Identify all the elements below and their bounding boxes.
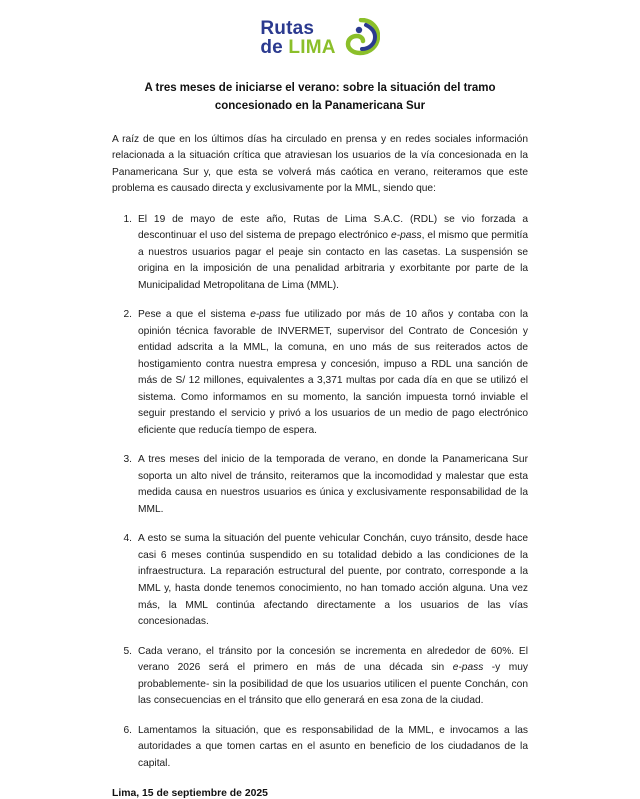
rutas-swirl-icon	[342, 18, 380, 58]
list-item: A tres meses del inicio de la temporada de verano, en donde la Panamericana Sur soporta un alto nivel de tránsito, reiteramos que la incomodidad y malestar que esta medida causa en nuestros usuarios es única y exclusivamente responsabilidad de la MML.	[138, 454, 528, 515]
rutas-de-lima-logo	[260, 18, 379, 58]
numbered-list	[112, 212, 528, 772]
list-item: A esto se suma la situación del puente vehicular Conchán, cuyo tránsito, desde hace casi 6 meses continúa suspendido en su totalidad debido a las condiciones de la infraestructura. La reparación estructural del puente, por contrato, corresponde a la MML y, hasta donde tenemos conocimiento, no han tomado acción alguna. Una vez más, la MML continúa afectando directamente a los usuarios de las vías concesionadas.	[138, 533, 528, 628]
logo-line-de-lima	[260, 38, 335, 57]
logo-header	[112, 0, 528, 72]
date-line: Lima, 15 de septiembre de 2025	[112, 788, 268, 799]
page-title: A tres meses de iniciarse el verano: sobre la situación del tramo concesionado en la Panamericana Sur	[144, 82, 496, 112]
list-item: Pese a que el sistema e-pass fue utilizado por más de 10 años y contaba con la opinión técnica favorable de INVERMET, supervisor del Contrato de Concesión y entidad adscrita a la MML, la comuna, en uno más de sus reiterados actos de hostigamiento contra nuestra empresa y concesión, impuso a RDL una sanción de más de S/ 12 millones, equivalentes a 3,371 multas por cada día en que se utilizó el sistema. Como informamos en su momento, la sanción impuesta tornó inviable el seguir prestando el servicio y privó a los usuarios de un medio de pago electrónico eficiente que reducía tiempo de espera.	[138, 309, 528, 436]
logo-line-rutas: Rutas	[260, 18, 315, 39]
intro-paragraph: A raíz de que en los últimos días ha circulado en prensa y en redes sociales información relacionada a la situación crítica que atraviesan los usuarios de la vía concesionada en la Panamericana Sur y, que esta se volverá más caótica en verano, reiteramos que este problema es causado directa y exclusivamente por la MML, siendo que:	[112, 133, 528, 195]
list-item: El 19 de mayo de este año, Rutas de Lima S.A.C. (RDL) se vio forzada a descontinuar el uso del sistema de prepago electrónico e-pass, el mismo que permitía a nuestros usuarios pagar el peaje sin contacto en las casetas. La suspensión se origina en la imposición de una penalidad arbitraria y exorbitante por parte de la Municipalidad Metropolitana de Lima (MML).	[138, 213, 529, 291]
list-item: Cada verano, el tránsito por la concesión se incrementa en alrededor de 60%. El verano 2026 será el primero en más de una década sin e-pass -y muy probablemente- sin la posibilidad de que los usuarios utilicen el puente Conchán, con las consecuencias en el tránsito que ello generará en esa zona de la ciudad.	[138, 645, 528, 707]
list-item: Lamentamos la situación, que es responsabilidad de la MML, e invocamos a las autoridades a que tomen cartas en el asunto en beneficio de los ciudadanos de la capital.	[138, 724, 528, 769]
logo-word-lima: LIMA	[288, 37, 336, 58]
logo-wordmark	[260, 19, 335, 57]
logo-word-de: de	[260, 37, 289, 58]
